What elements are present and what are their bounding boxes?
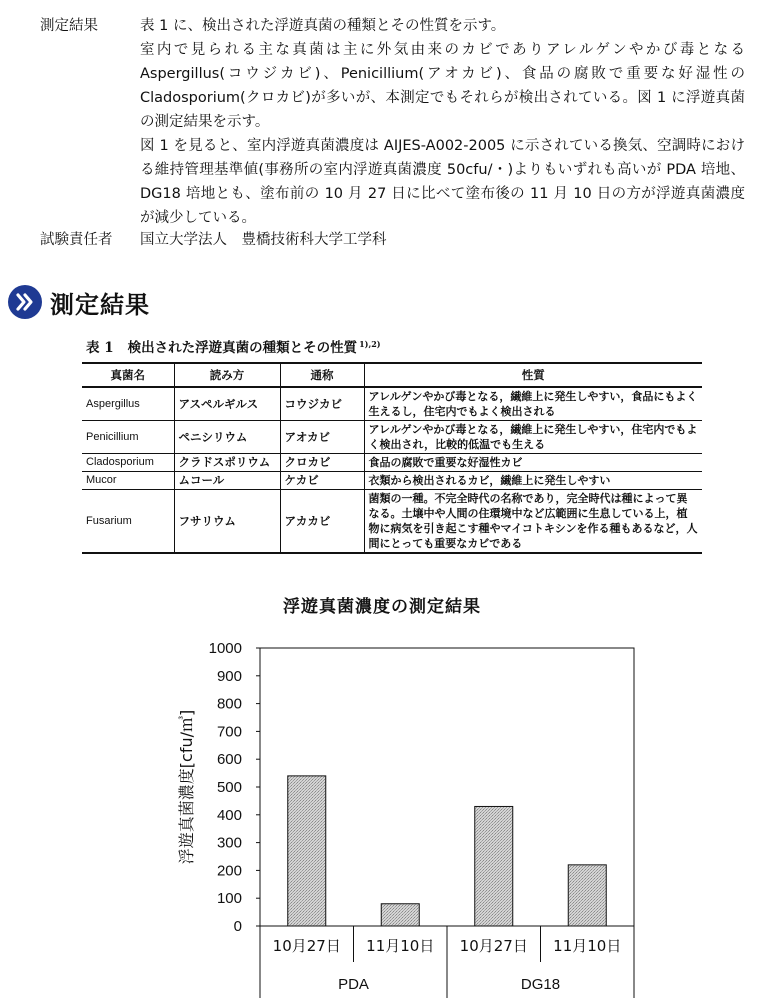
double-chevron-right-icon: [8, 285, 42, 319]
result-paragraph-1: 表 1 に、検出された浮遊真菌の種類とその性質を示す。: [140, 18, 506, 34]
cell-props: アレルゲンやかび毒となる，繊維上に発生しやすい，住宅内でもよく検出され，比較的低温でも生える: [364, 421, 702, 454]
table-row: [82, 421, 702, 454]
cell-common: アカカビ: [280, 490, 364, 554]
table-caption-ref: 1),2): [359, 338, 381, 349]
table-row: [82, 490, 702, 554]
cell-props: 食品の腐敗で重要な好湿性カビ: [364, 454, 702, 472]
y-tick-label: 400: [216, 806, 242, 824]
table-caption-text: 検出された浮遊真菌の種類とその性質: [127, 340, 358, 356]
y-tick-label: 600: [216, 751, 242, 769]
table-row: [82, 454, 702, 472]
group-label: PDA: [338, 976, 369, 993]
bar: [381, 904, 419, 926]
result-paragraph-2: 室内で見られる主な真菌は主に外気由来のカビでありアレルゲンやかび毒となる Aspergillus(コウジカビ)、Penicillium(アオカビ)、食品の腐敗で重要な好湿性の Cladosporium(クロカビ)が多いが、本測定でもそれらが検出されている。図 1 に浮遊真菌の測定結果を示す。: [140, 42, 745, 130]
result-label: 測定結果: [40, 18, 98, 34]
cell-common: アオカビ: [280, 421, 364, 454]
cell-props: 衣類から検出されるカビ，繊維上に発生しやすい: [364, 472, 702, 490]
cell-common: ケカビ: [280, 472, 364, 490]
bar: [475, 806, 513, 926]
y-tick-label: 900: [216, 667, 242, 685]
cell-props: アレルゲンやかび毒となる，繊維上に発生しやすい，食品にもよく生えるし，住宅内でもよく検出される: [364, 387, 702, 421]
cell-name: Fusarium: [82, 490, 174, 554]
cell-reading: クラドスポリウム: [174, 454, 280, 472]
tester-label: 試験責任者: [40, 232, 113, 248]
table-caption-number: 表 1: [86, 340, 114, 356]
category-label: 11月10日: [553, 937, 622, 955]
cell-reading: フサリウム: [174, 490, 280, 554]
table-header-row: [82, 363, 702, 387]
cell-reading: ペニシリウム: [174, 421, 280, 454]
cell-reading: ムコール: [174, 472, 280, 490]
category-label: 10月27日: [272, 937, 341, 955]
section-title: 測定結果: [50, 290, 150, 319]
result-paragraph-3: 図 1 を見ると、室内浮遊真菌濃度は AIJES-A002-2005 に示されている換気、空調時における維持管理基準値(事務所の室内浮遊真菌濃度 50cfu/・)よりもいずれも高いが PDA 培地、DG18 培地とも、塗布前の 10 月 27 日に比べて塗布後の 11 月 10 日の方が浮遊真菌濃度が減少している。: [140, 138, 745, 226]
cell-name: Cladosporium: [82, 454, 174, 472]
header-reading: 読み方: [174, 363, 280, 387]
cell-name: Penicillium: [82, 421, 174, 454]
y-tick-label: 300: [216, 834, 242, 852]
tester-value: 国立大学法人 豊橋技術科大学工学科: [140, 232, 387, 248]
cell-name: Mucor: [82, 472, 174, 490]
section-heading: [8, 284, 150, 320]
y-tick-label: 200: [216, 862, 242, 880]
y-axis-label: 浮遊真菌濃度[cfu/㎥]: [177, 709, 196, 865]
y-tick-label: 100: [216, 890, 242, 908]
chart-title: 浮遊真菌濃度の測定結果: [283, 597, 481, 617]
y-tick-label: 700: [216, 723, 242, 741]
table-caption: [86, 336, 381, 356]
cell-common: クロカビ: [280, 454, 364, 472]
table-row: [82, 387, 702, 421]
bar-chart: [0, 620, 764, 1000]
category-label: 10月27日: [459, 937, 528, 955]
header-name: 真菌名: [82, 363, 174, 387]
header-common: 通称: [280, 363, 364, 387]
cell-name: Aspergillus: [82, 387, 174, 421]
y-tick-label: 800: [216, 695, 242, 713]
y-tick-label: 500: [216, 779, 242, 796]
cell-reading: アスペルギルス: [174, 387, 280, 421]
table-row: [82, 472, 702, 490]
header-props: 性質: [364, 363, 702, 387]
cell-common: コウジカビ: [280, 387, 364, 421]
y-tick-label: 1000: [208, 640, 242, 657]
result-description: [140, 14, 745, 230]
cell-props: 菌類の一種。不完全時代の名称であり，完全時代は種によって異なる。土壌中や人間の住環境中など広範囲に生息している上，植物に病気を引き起こす種やマイコトキシンを作る種もあるなど，人間にとっても重要なカビである: [364, 490, 702, 554]
category-label: 11月10日: [366, 937, 435, 955]
bar: [288, 776, 326, 926]
y-tick-label: 0: [233, 918, 242, 935]
group-label: DG18: [520, 976, 561, 993]
fungi-table: [82, 362, 702, 554]
bar: [568, 865, 606, 926]
